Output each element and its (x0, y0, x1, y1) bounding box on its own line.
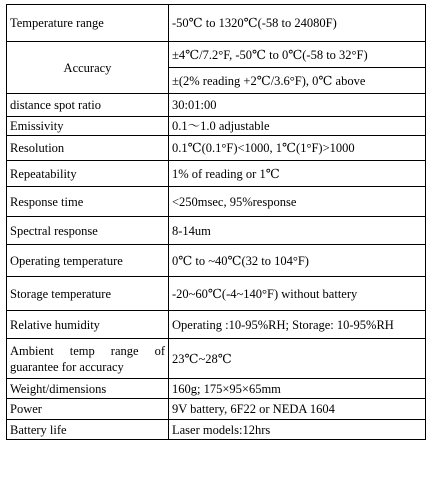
spec-value-line2: ±(2% reading +2℃/3.6°F), 0℃ above (169, 68, 426, 94)
spec-label: Relative humidity (7, 311, 169, 339)
table-row (7, 339, 426, 379)
spec-label: Storage temperature (7, 277, 169, 311)
table-row (7, 42, 426, 68)
table-row (7, 311, 426, 339)
spec-label: Repeatability (7, 161, 169, 187)
table-row (7, 245, 426, 277)
table-row (7, 117, 426, 136)
table-row (7, 5, 426, 42)
spec-value: -20~60℃(-4~140°F) without battery (169, 277, 426, 311)
spec-label: Accuracy (7, 42, 169, 94)
spec-value: <250msec, 95%response (169, 187, 426, 217)
table-row (7, 161, 426, 187)
spec-label: Response time (7, 187, 169, 217)
spec-value: 8-14um (169, 217, 426, 245)
table-row (7, 136, 426, 161)
spec-label: Emissivity (7, 117, 169, 136)
table-row (7, 399, 426, 420)
specification-table (6, 4, 426, 440)
spec-value: 1% of reading or 1℃ (169, 161, 426, 187)
spec-label: Temperature range (7, 5, 169, 42)
spec-value: -50℃ to 1320℃(-58 to 24080F) (169, 5, 426, 42)
spec-label: Power (7, 399, 169, 420)
spec-label: Weight/dimensions (7, 379, 169, 399)
spec-value: Laser models:12hrs (169, 420, 426, 440)
spec-label: distance spot ratio (7, 94, 169, 117)
spec-value: 160g; 175×95×65mm (169, 379, 426, 399)
table-row (7, 420, 426, 440)
spec-value: 0.1℃(0.1°F)<1000, 1℃(1°F)>1000 (169, 136, 426, 161)
table-row (7, 379, 426, 399)
spec-label: Spectral response (7, 217, 169, 245)
spec-label: Resolution (7, 136, 169, 161)
spec-value: Operating :10-95%RH; Storage: 10-95%RH (169, 311, 426, 339)
spec-label: Operating temperature (7, 245, 169, 277)
spec-label: Battery life (7, 420, 169, 440)
spec-value: 9V battery, 6F22 or NEDA 1604 (169, 399, 426, 420)
table-row (7, 187, 426, 217)
spec-value: 23℃~28℃ (169, 339, 426, 379)
spec-value-line1: ±4℃/7.2°F, -50℃ to 0℃(-58 to 32°F) (169, 42, 426, 68)
spec-label: Ambient temp range of guarantee for accuracy (7, 339, 169, 379)
table-row (7, 217, 426, 245)
spec-value: 0℃ to ~40℃(32 to 104°F) (169, 245, 426, 277)
spec-value: 0.1～1.0 adjustable (169, 117, 426, 136)
table-row (7, 94, 426, 117)
spec-value: 30:01:00 (169, 94, 426, 117)
table-row (7, 277, 426, 311)
